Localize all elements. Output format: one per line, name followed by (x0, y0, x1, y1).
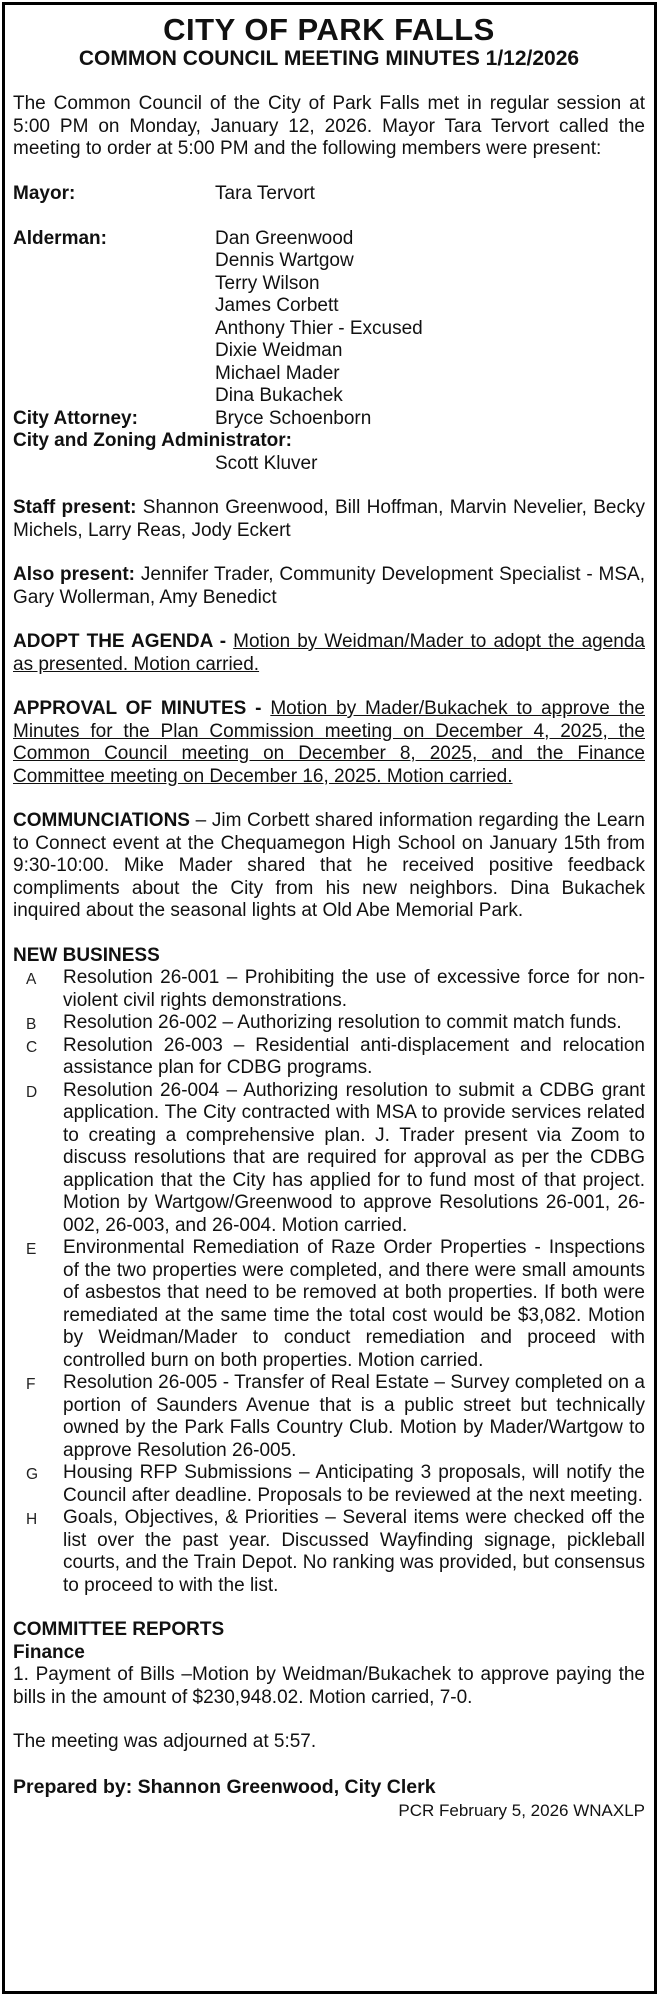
item-text: Resolution 26-003 – Residential anti-displacement and relocation assistance plan for CDBG programs. (63, 1034, 645, 1078)
adjournment-paragraph: The meeting was adjourned at 5:57. (13, 1731, 317, 1752)
page-subtitle: COMMON COUNCIL MEETING MINUTES 1/12/2026 (78, 47, 580, 70)
roster-row-alderman (13, 228, 645, 408)
prepared-by-line: Prepared by: Shannon Greenwood, City Clerk (13, 1775, 436, 1798)
finance-subheading: Finance (13, 1641, 85, 1663)
item-text: Environmental Remediation of Raze Order Properties - Inspections of the two properties were completed, and there were small amounts of asbestos that need to be removed at both properties. If both were remediated at the same time the total cost would be $3,082. Motion by Weidman/Mader to conduct remediation and proceed with controlled burn on both properties. Motion carried. (63, 1237, 645, 1371)
new-business-item-f (13, 1372, 645, 1462)
communications-heading: COMMUNCIATIONS (13, 810, 190, 831)
alderman-label: Alderman: (13, 227, 107, 249)
page-title: CITY OF PARK FALLS (163, 12, 495, 47)
new-business-item-b (13, 1012, 645, 1035)
adopt-agenda-heading: ADOPT THE AGENDA (13, 631, 213, 652)
item-letter: D (26, 1083, 38, 1101)
item-text: Goals, Objectives, & Priorities – Several items were checked off the list over the past year. Discussed Wayfinding signage, pickleball courts, and the Train Depot. No ranking was provided, but consensus to proceed to with the list. (63, 1507, 645, 1596)
approval-minutes-paragraph (13, 698, 645, 788)
new-business-item-e (13, 1237, 645, 1372)
alderman-name: Dennis Wartgow (215, 250, 354, 271)
also-present-text: Jennifer Trader, Community Development Specialist - MSA, Gary Wollerman, Amy Benedict (13, 564, 645, 608)
adopt-agenda-paragraph (13, 631, 645, 676)
new-business-item-a (13, 967, 645, 1012)
staff-present-text: Shannon Greenwood, Bill Hoffman, Marvin Nevelier, Becky Michels, Larry Reas, Jody Eckert (13, 497, 645, 541)
communications-text: Jim Corbett shared information regarding the Learn to Connect event at the Chequamegon High School on January 15th from 9:30-10:00. Mike Mader shared that he received positive feedback compliments about the City from his new neighbors. Dina Bukachek inquired about the seasonal lights at Old Abe Memorial Park. (13, 810, 645, 921)
alderman-name: Dina Bukachek (215, 385, 343, 406)
new-business-item-h (13, 1507, 645, 1597)
adopt-agenda-motion: Motion by Weidman/Mader to adopt the agenda as presented. Motion carried. (13, 631, 646, 675)
mayor-label: Mayor: (13, 182, 76, 204)
approval-minutes-motion: Motion by Mader/Bukachek to approve the Minutes for the Plan Commission meeting on December 4, 2025, the Common Council meeting on December 8, 2025, and the Finance Committee meeting on December 16, 2025. Motion carried. (13, 698, 645, 787)
alderman-names (215, 228, 423, 408)
new-business-item-d (13, 1080, 645, 1238)
admin-label: City and Zoning Administrator: (13, 430, 293, 451)
communications-paragraph (13, 810, 645, 923)
staff-present-label: Staff present: (13, 497, 137, 518)
item-letter: H (26, 1511, 38, 1528)
alderman-name: Dixie Weidman (215, 340, 343, 361)
also-present-label: Also present: (13, 564, 136, 585)
item-text: Housing RFP Submissions – Anticipating 3 proposals, will notify the Council after deadline. Proposals to be reviewed at the next meeting. (63, 1462, 645, 1506)
finance-item: 1. Payment of Bills –Motion by Weidman/Bukachek to approve paying the bills in the amount of $230,948.02. Motion carried, 7-0. (13, 1664, 645, 1708)
mayor-name: Tara Tervort (215, 182, 315, 204)
roster-row-attorney (13, 408, 645, 431)
communications-separator: – (189, 810, 212, 831)
new-business-item-g (13, 1462, 645, 1507)
roster-row-mayor (13, 183, 645, 206)
item-letter: G (26, 1466, 39, 1483)
staff-present-paragraph (13, 497, 645, 542)
admin-name: Scott Kluver (215, 452, 318, 474)
alderman-name: Terry Wilson (215, 272, 320, 294)
alderman-name: James Corbett (215, 295, 339, 316)
approval-minutes-separator: - (246, 698, 271, 719)
item-letter: B (26, 1016, 37, 1033)
spacer (13, 71, 645, 93)
alderman-name: Michael Mader (215, 362, 340, 384)
item-text: Resolution 26-004 – Authorizing resolution to submit a CDBG grant application. The City contracted with MSA to provide services related to creating a comprehensive plan. J. Trader present via Zoom to discuss resolutions that are required for approval as per the CDBG application that the City has applied for to fund most of that project. Motion by Wartgow/Greenwood to approve Resolutions 26-001, 26-002, 26-003, and 26-004. Motion carried. (63, 1079, 645, 1236)
item-text: Resolution 26-002 – Authorizing resolution to commit match funds. (63, 1012, 622, 1033)
new-business-heading: NEW BUSINESS (13, 944, 160, 966)
item-letter: A (26, 971, 37, 988)
alderman-name: Dan Greenwood (215, 227, 354, 249)
alderman-name: Anthony Thier - Excused (215, 317, 423, 339)
new-business-list (13, 967, 645, 1597)
roster-row-admin-label (13, 430, 645, 453)
item-text: Resolution 26-005 - Transfer of Real Estate – Survey completed on a portion of Saunders Avenue that is a public street but technically owned by the Park Falls Country Club. Motion by Mader/Wartgow to approve Resolution 26-005. (63, 1372, 645, 1461)
item-text: Resolution 26-001 – Prohibiting the use of excessive force for non-violent civil rights demonstrations. (63, 967, 645, 1011)
item-letter: E (26, 1241, 37, 1258)
committee-reports-heading: COMMITTEE REPORTS (13, 1619, 225, 1640)
roster-row-admin-name (13, 453, 645, 476)
approval-minutes-heading: APPROVAL OF MINUTES (13, 698, 247, 719)
intro-paragraph: The Common Council of the City of Park Falls met in regular session at 5:00 PM on Monday, January 12, 2026. Mayor Tara Tervort called the meeting to order at 5:00 PM and the following members were present: (13, 93, 645, 159)
new-business-item-c (13, 1035, 645, 1080)
roster-gap (13, 205, 645, 228)
item-letter: C (26, 1038, 38, 1056)
item-letter: F (26, 1376, 36, 1393)
notice-border-frame (2, 2, 657, 1994)
attorney-label: City Attorney: (13, 407, 138, 429)
also-present-paragraph (13, 564, 645, 609)
adopt-agenda-separator: - (212, 631, 234, 652)
attendance-roster (13, 183, 645, 476)
publication-footer: PCR February 5, 2026 WNAXLP (398, 1801, 645, 1820)
attorney-name: Bryce Schoenborn (215, 407, 372, 429)
